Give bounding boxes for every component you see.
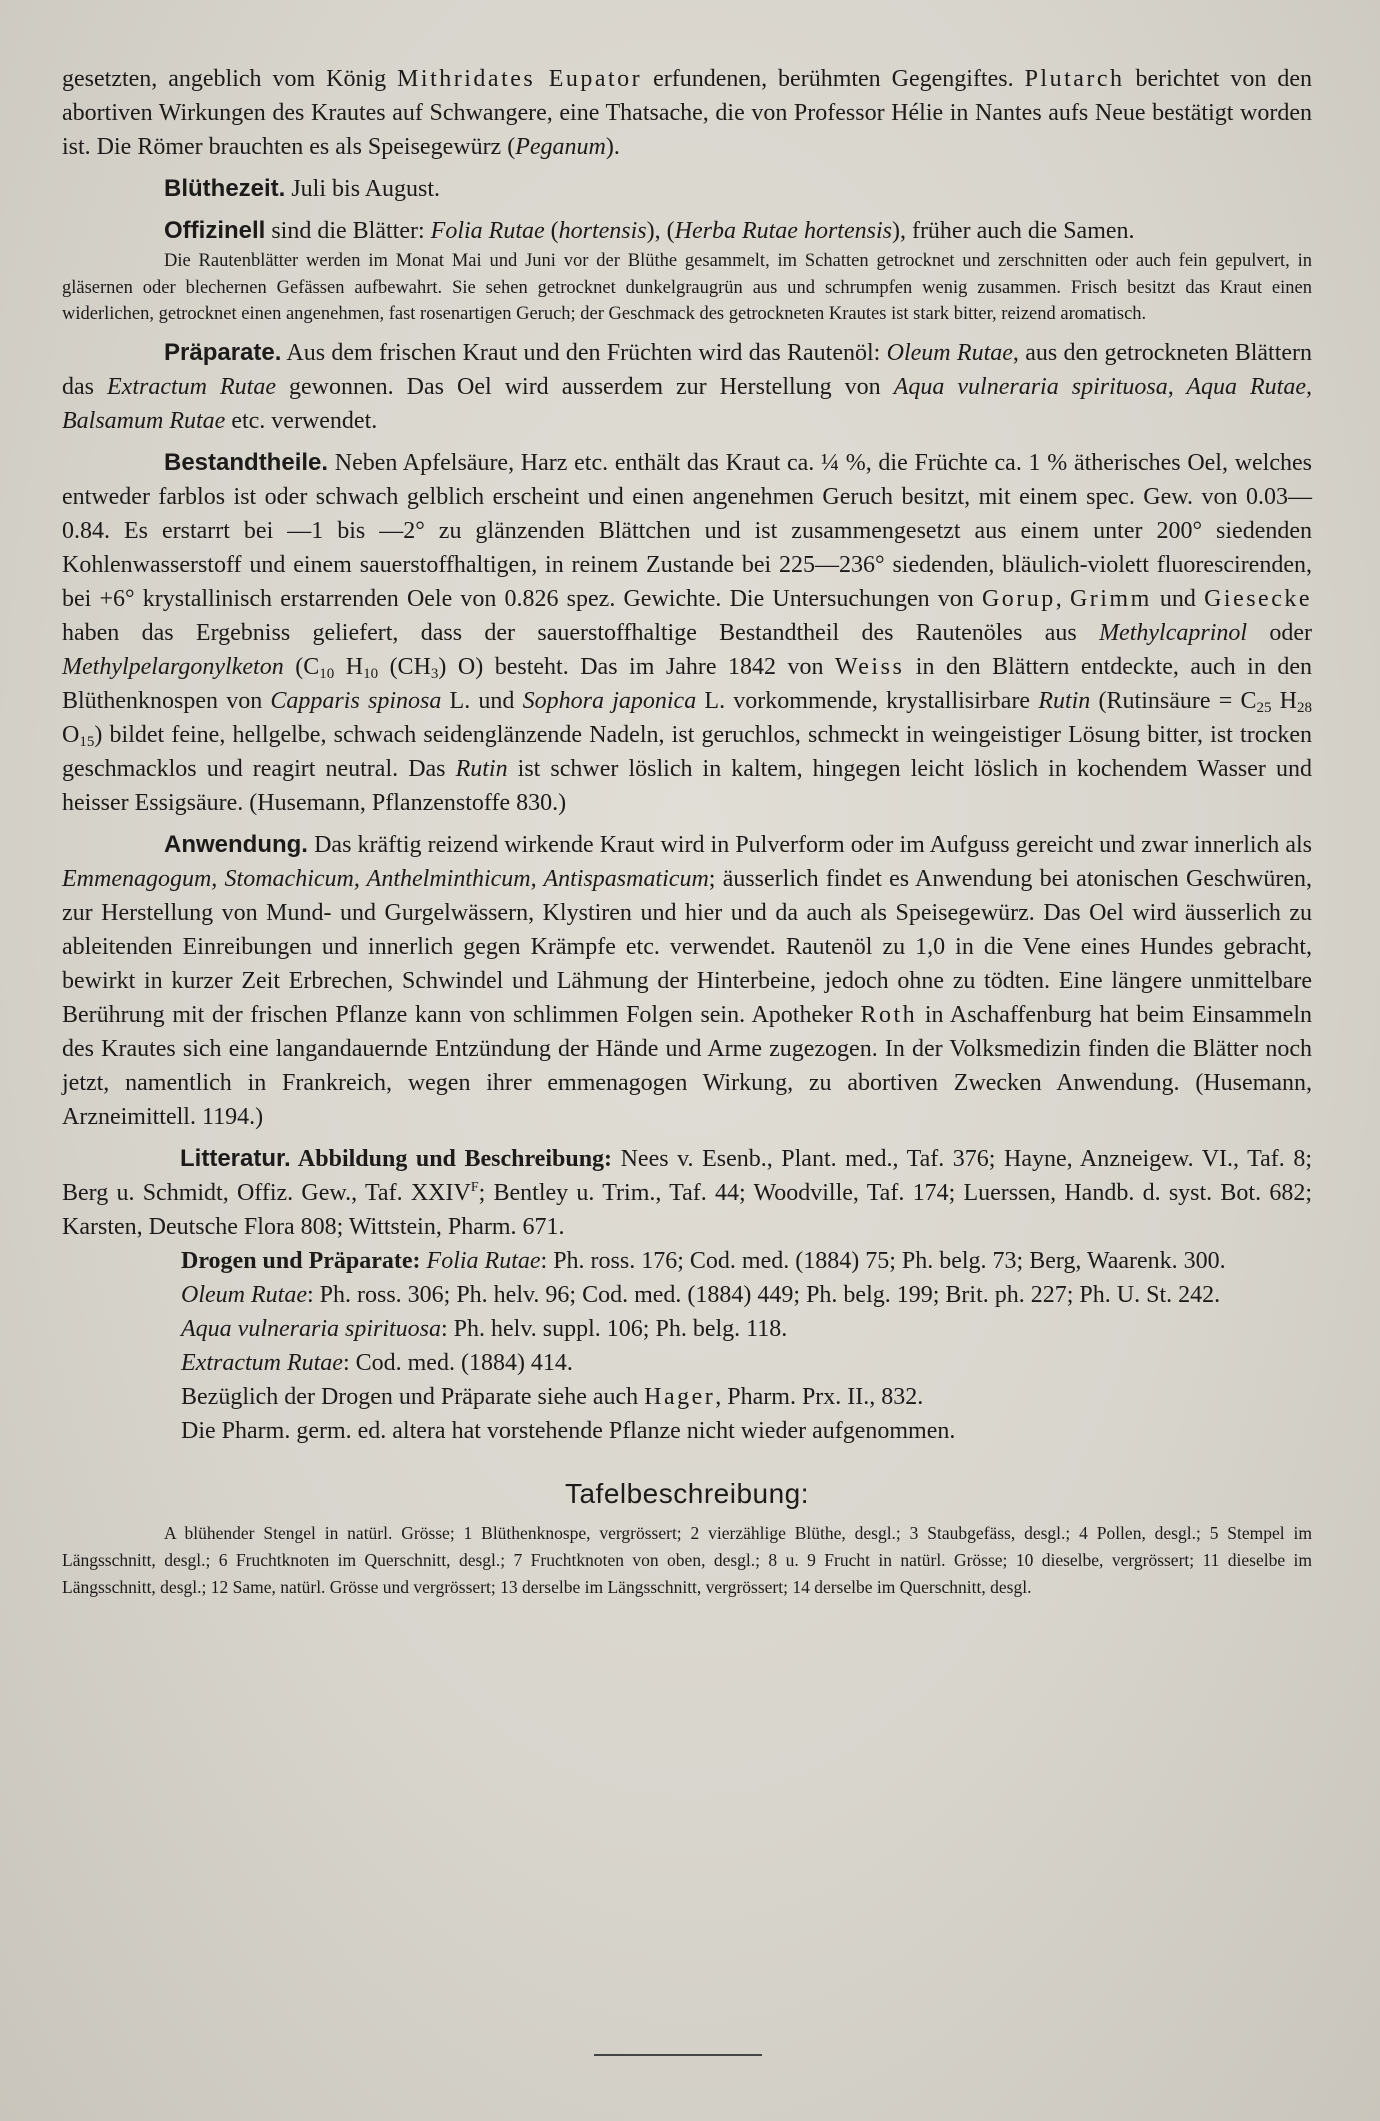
- offizinell-paragraph: Offizinell sind die Blätter: Folia Rutae (hortensis), (Herba Rutae hortensis), früher auch die Samen.: [164, 217, 1135, 244]
- praeparate-paragraph: Präparate. Aus dem frischen Kraut und den Früchten wird das Rautenöl: Oleum Rutae, aus den getrockneten Blättern das Extractum Rutae gewonnen. Das Oel wird ausserdem zur Herstellung von Aqua vulneraria spirituosa, Aqua Rutae, Balsamum Rutae etc. verwendet.: [62, 338, 1313, 434]
- bluethezeit-heading: Blüthezeit.: [164, 175, 286, 202]
- drogen-hager: Bezüglich der Drogen und Präparate siehe auch Hager, Pharm. Prx. II., 832.: [181, 1383, 924, 1410]
- footer-rule: [594, 2054, 762, 2056]
- drogen-aqua: Aqua vulneraria spirituosa: Ph. helv. suppl. 106; Ph. belg. 118.: [181, 1315, 788, 1342]
- litteratur-paragraph: Litteratur. Abbildung und Beschreibung: Nees v. Esenb., Plant. med., Taf. 376; Hayne, Anzneigew. VI., Taf. 8; Berg u. Schmidt, Offiz. Gew., Taf. $XXIV^F$; Bentley u. Trim., Taf. 44; Woodville, Taf. 174; Luerssen, Handb. d. syst. Bot. 682; Karsten, Deutsche Flora 808; Wittstein, Pharm. 671.: [62, 1144, 1312, 1240]
- bestandtheile-heading: Bestandtheile.: [164, 448, 329, 476]
- formula-rutin: (Rutinsäure = $C_{25}$ $H_{28}$ $O_{15}$): [62, 687, 1313, 750]
- tafel-description: A blühender Stengel in natürl. Grösse; 1 Blüthenknospe, vergrössert; 2 vierzählige Blüthe, desgl.; 3 Staubgefäss, desgl.; 4 Pollen, desgl.; 5 Stempel im Längsschnitt, desgl.; 6 Fruchtknoten im Querschnitt, desgl.; 7 Fruchtknoten von oben, desgl.; 8 u. 9 Frucht in natürl. Grösse; 10 dieselbe, vergrössert; 11 dieselbe im Längsschnitt, desgl.; 12 Same, natürl. Grösse und vergrössert; 13 derselbe im Längsschnitt, vergrössert; 14 derselbe im Querschnitt, desgl.: [62, 1522, 1312, 1597]
- offizinell-heading: Offizinell: [164, 217, 266, 244]
- anwendung-heading: Anwendung.: [164, 830, 308, 858]
- tafel-title: Tafelbeschreibung:: [564, 1477, 810, 1509]
- text-column: [62, 62, 1312, 1601]
- drogen-oleum: Oleum Rutae: Ph. ross. 306; Ph. helv. 96; Cod. med. (1884) 449; Ph. belg. 199; Brit. ph. 227; Ph. U. St. 242.: [181, 1281, 1221, 1308]
- intro-paragraph: gesetzten, angeblich vom König Mithridates Eupator erfundenen, berühmten Gegengiftes. Plutarch berichtet von den abortiven Wirkungen des Krautes auf Schwangere, eine Thatsache, die von Professor Hélie in Nantes aufs Neue bestätigt worden ist. Die Römer brauchten es als Speisegewürz (Peganum).: [62, 66, 1313, 160]
- drogen-pharm-germ: Die Pharm. germ. ed. altera hat vorstehende Pflanze nicht wieder aufgenommen.: [181, 1417, 956, 1444]
- formula-methyl: ($C_{10}$ $H_{10}$ $(CH_3)$ O): [283, 653, 484, 682]
- drogen-paragraph: Drogen und Präparate: Folia Rutae: Ph. ross. 176; Cod. med. (1884) 75; Ph. belg. 73; Berg, Waarenk. 300.: [181, 1247, 1226, 1274]
- offizinell-note: Die Rautenblätter werden im Monat Mai und Juni vor der Blüthe gesammelt, im Schatten getrocknet und zerschnitten oder auch fein gepulvert, in gläsernen oder blechernen Gefässen aufbewahrt. Sie sehen getrocknet dunkelgraugrün aus und schrumpfen wenig zusammen. Frisch besitzt das Kraut einen widerlichen, getrocknet einen angenehmen, fast rosenartigen Geruch; der Geschmack des getrockneten Krautes ist stark bitter, reizend aromatisch.: [62, 251, 1312, 324]
- litteratur-heading: Litteratur.: [180, 1144, 291, 1172]
- drogen-extractum: Extractum Rutae: Cod. med. (1884) 414.: [181, 1349, 573, 1376]
- praeparate-heading: Präparate.: [164, 338, 282, 366]
- anwendung-paragraph: Anwendung. Das kräftig reizend wirkende Kraut wird in Pulverform oder im Aufguss gereicht und zwar innerlich als Emmenagogum, Stomachicum, Anthelminthicum, Antispasmaticum; äusserlich findet es Anwendung bei atonischen Geschwüren, zur Herstellung von Mund- und Gurgelwässern, Klystiren und hier und da auch als Speisegewürz. Das Oel wird äusserlich zu ableitenden Einreibungen und innerlich gegen Krämpfe etc. verwendet. Rautenöl zu 1,0 in die Vene eines Hundes gebracht, bewirkt in kurzer Zeit Erbrechen, Schwindel und Lähmung der Hinterbeine, jedoch ohne zu tödten. Eine längere unmittelbare Berührung mit der frischen Pflanze kann von schlimmen Folgen sein. Apotheker Roth in Aschaffenburg hat beim Einsammeln des Krautes sich eine langandauernde Entzündung der Hände und Arme zugezogen. In der Volksmedizin finden die Blätter noch jetzt, namentlich in Frankreich, wegen ihrer emmenagogen Wirkung, zu abortiven Zwecken Anwendung. (Husemann, Arzneimittell. 1194.): [62, 830, 1312, 1130]
- drogen-heading: Drogen und Präparate:: [181, 1247, 421, 1274]
- bestandtheile-paragraph: Bestandtheile. Neben Apfelsäure, Harz etc. enthält das Kraut ca. ¼ %, die Früchte ca. 1 % ätherisches Oel, welches entweder farblos ist oder schwach gelblich erscheint und einen angenehmen Geruch besitzt, mit einem spec. Gew. von 0.03—0.84. Es erstarrt bei —1 bis —2° zu glänzenden Blättchen und ist zusammengesetzt aus einem unter 200° siedenden Kohlenwasserstoff und einem sauerstoffhaltigen, in reinem Zustande bei 225—236° siedenden, bläulich-violett fluorescirenden, bei +6° krystallinisch erstarrenden Oele von 0.826 spez. Gewichte. Die Untersuchungen von Gorup, Grimm und Giesecke haben das Ergebniss geliefert, dass der sauerstoffhaltige Bestandtheil des Rautenöles aus Methylcaprinol oder Methylpelargonylketon ($C_{10}$ $H_{10}$ $(CH_3)$ O) besteht. Das im Jahre 1842 von Weiss in den Blättern entdeckte, auch in den Blüthenknospen von Capparis spinosa L. und Sophora japonica L. vorkommende, krystallisirbare Rutin (Rutinsäure = $C_{25}$ $H_{28}$ $O_{15}$) bildet feine, hellgelbe, schwach seidenglänzende Nadeln, ist geruchlos, schmeckt in weingeistiger Lösung bitter, ist trocken geschmacklos und reagirt neutral. Das Rutin ist schwer löslich in kaltem, hingegen leicht löslich in kochendem Wasser und heisser Essigsäure. (Husemann, Pflanzenstoffe 830.): [62, 448, 1313, 816]
- bluethezeit-paragraph: Blüthezeit. Juli bis August.: [164, 175, 441, 202]
